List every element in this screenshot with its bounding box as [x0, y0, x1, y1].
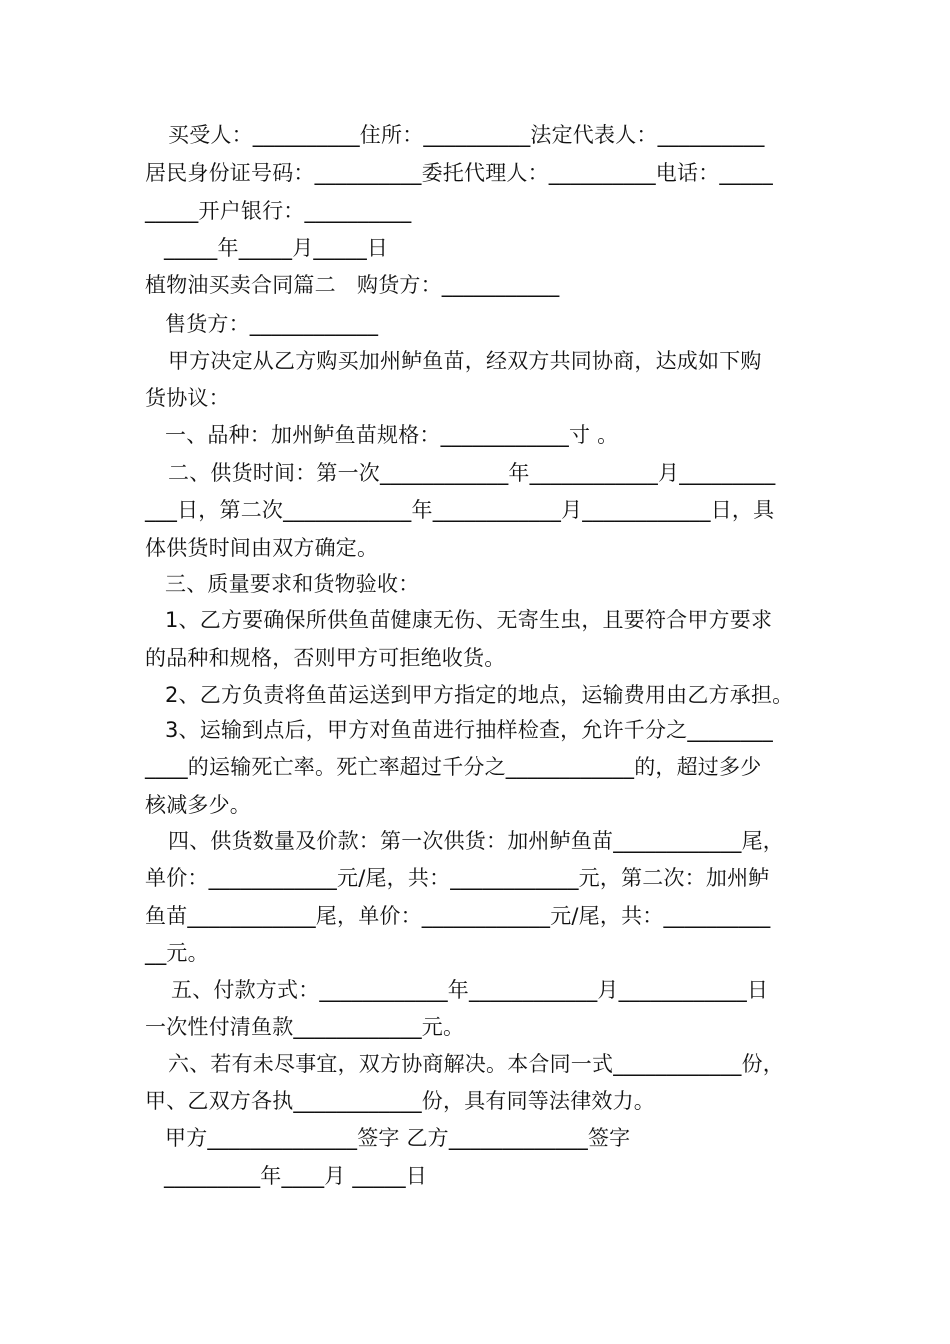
date-line-1: _____年_____月_____日 — [164, 236, 389, 260]
clause-3-item-2-line: 2、乙方负责将鱼苗运送到甲方指定的地点，运输费用由乙方承担。 — [165, 683, 794, 707]
seller-line: 售货方：____________ — [165, 312, 379, 336]
clause-5-line-2: 一次性付清鱼款____________元。 — [145, 1015, 465, 1039]
clause-3-item-3-line-3: 核减多少。 — [145, 793, 251, 817]
clause-4-line-4: __元。 — [145, 941, 209, 965]
clause-3-item-3-line-2: ____的运输死亡率。死亡率超过千分之____________的，超过多少 — [145, 755, 762, 779]
clause-2-line-3: 体供货时间由双方确定。 — [145, 536, 379, 560]
clause-6-line-2: 甲、乙双方各执____________份，具有同等法律效力。 — [145, 1089, 655, 1113]
clause-3-item-3-line-1: 3、运输到点后，甲方对鱼苗进行抽样检查，允许千分之________ — [165, 718, 773, 742]
signature-date-line: _________年____月 _____日 — [164, 1164, 428, 1188]
clause-4-line-2: 单价：____________元/尾，共：____________元，第二次：加州鲈 — [145, 866, 770, 890]
buyer-info-line: 买受人：__________住所：__________法定代表人：__________ — [168, 123, 765, 147]
clause-3-item-1-line-2: 的品种和规格，否则甲方可拒绝收货。 — [145, 646, 506, 670]
signature-line: 甲方______________签字 乙方_____________签字 — [165, 1126, 631, 1150]
clause-6-line-1: 六、若有未尽事宜，双方协商解决。本合同一式____________份， — [168, 1052, 784, 1076]
clause-2-line-1: 二、供货时间：第一次____________年____________月_________ — [168, 461, 776, 485]
clause-4-line-3: 鱼苗____________尾，单价：____________元/尾，共：__________ — [145, 904, 771, 928]
clause-1-line: 一、品种：加州鲈鱼苗规格：____________寸 。 — [165, 423, 619, 447]
bank-line: _____开户银行：__________ — [145, 199, 412, 223]
clause-2-line-2: ___日，第二次____________年____________月____________日，具 — [145, 498, 775, 522]
intro-paragraph-line-1: 甲方决定从乙方购买加州鲈鱼苗，经双方共同协商，达成如下购 — [168, 349, 762, 373]
clause-4-line-1: 四、供货数量及价款：第一次供货：加州鲈鱼苗____________尾， — [168, 829, 784, 853]
intro-paragraph-line-2: 货协议： — [145, 386, 230, 410]
clause-5-line-1: 五、付款方式：____________年____________月____________日 — [171, 978, 769, 1002]
section-title-line: 植物油买卖合同篇二 购货方：___________ — [145, 273, 560, 297]
clause-3-item-1-line-1: 1、乙方要确保所供鱼苗健康无伤、无寄生虫，且要符合甲方要求 — [165, 608, 773, 632]
clause-3-title: 三、质量要求和货物验收： — [165, 572, 420, 596]
buyer-id-line: 居民身份证号码：__________委托代理人：__________电话：_____ — [145, 161, 773, 185]
